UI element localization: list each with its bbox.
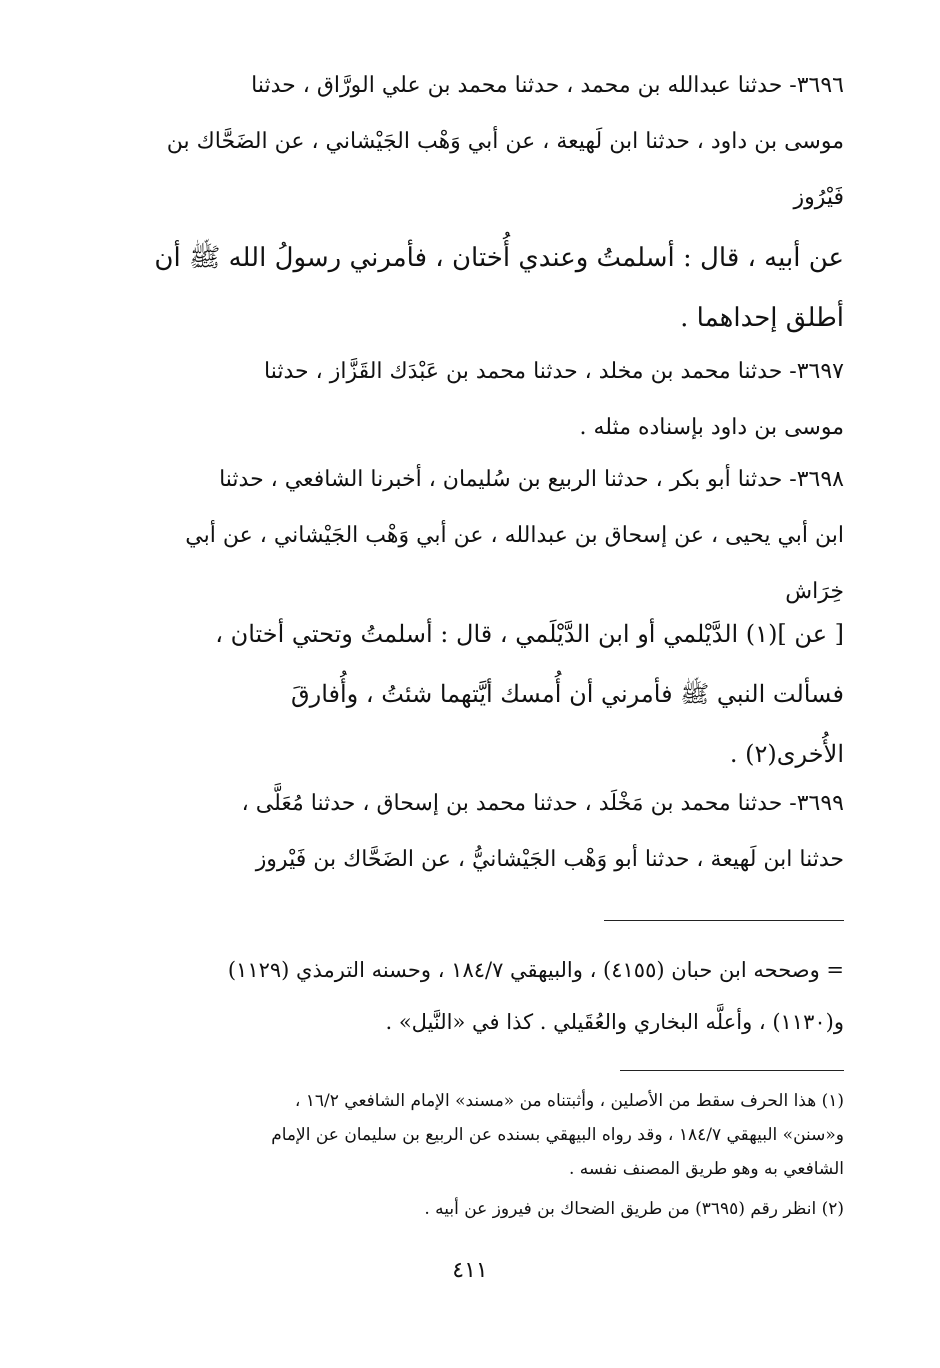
text-line: خِرَاش (785, 579, 844, 604)
text-line: عن أبيه ، قال : أسلمتُ وعندي أُختان ، فأمرني رسولُ الله ﷺ أن (154, 243, 844, 273)
text-line: فسألت النبي ﷺ فأمرني أن أُمسك أيَّتهما شئتُ ، وأُفارقَ (291, 680, 844, 708)
text-line: الأُخرى(٢) . (729, 740, 844, 768)
footnote-separator (620, 1070, 844, 1071)
text-line: ٣٦٩٧- حدثنا محمد بن مخلد ، حدثنا محمد بن عَبْدَك القَزَّاز ، حدثنا (264, 359, 844, 384)
page-number: ٤١١ (452, 1258, 488, 1283)
text-line: = وصححه ابن حبان (٤١٥٥) ، والبيهقي ١٨٤/٧ ، وحسنه الترمذي (١١٢٩) (227, 958, 844, 982)
text-line: ٣٦٩٦- حدثنا عبدالله بن محمد ، حدثنا محمد بن علي الورَّاق ، حدثنا (251, 73, 844, 98)
text-line: موسى بن داود ، حدثنا ابن لَهيعة ، عن أبي وَهْب الجَيْشاني ، عن الضَحَّاك بن (166, 129, 844, 154)
footnote-2 (132, 1192, 844, 1226)
continued-note (132, 944, 844, 1048)
footnote-1 (132, 1084, 844, 1186)
text-line: [ عن ](١) الدَّيْلمي أو ابن الدَّيْلَمي ، قال : أسلمتُ وتحتي أختان ، (215, 620, 844, 648)
text-line: فَيْرُوز (793, 185, 844, 210)
hadith-3696-matn (132, 228, 844, 348)
text-line: حدثنا ابن لَهيعة ، حدثنا أبو وَهْب الجَيْشانيُّ ، عن الضَحَّاك بن فَيْروز (255, 847, 844, 872)
text-line: (١) هذا الحرف سقط من الأصلين ، وأثبتناه من «مسند» الإمام الشافعي ١٦/٢ ، (294, 1091, 844, 1111)
footnote-separator (604, 920, 844, 921)
hadith-3697 (132, 344, 844, 456)
text-line: أطلق إحداهما . (680, 303, 844, 333)
text-line: ٣٦٩٩- حدثنا محمد بن مَخْلَد ، حدثنا محمد بن إسحاق ، حدثنا مُعَلَّى ، (241, 791, 844, 816)
text-line: موسى بن داود بإسناده مثله . (579, 415, 844, 440)
hadith-3696-isnad (132, 58, 844, 226)
hadith-3698-isnad (132, 452, 844, 620)
hadith-3699 (132, 776, 844, 888)
text-line: الشافعي به وهو طريق المصنف نفسه . (568, 1159, 844, 1179)
text-line: و«سنن» البيهقي ١٨٤/٧ ، وقد رواه البيهقي بسنده عن الربيع بن سليمان عن الإمام (271, 1125, 844, 1145)
text-line: ابن أبي يحيى ، عن إسحاق بن عبدالله ، عن أبي وَهْب الجَيْشاني ، عن أبي (185, 523, 844, 548)
hadith-3698-matn (132, 604, 844, 784)
text-line: و(١١٣٠) ، وأعلَّه البخاري والعُقَيلي . كذا في «النَّيل» . (385, 1010, 844, 1034)
text-line: ٣٦٩٨- حدثنا أبو بكر ، حدثنا الربيع بن سُليمان ، أخبرنا الشافعي ، حدثنا (219, 467, 844, 492)
text-line: (٢) انظر رقم (٣٦٩٥) من طريق الضحاك بن فيروز عن أبيه . (424, 1199, 844, 1219)
